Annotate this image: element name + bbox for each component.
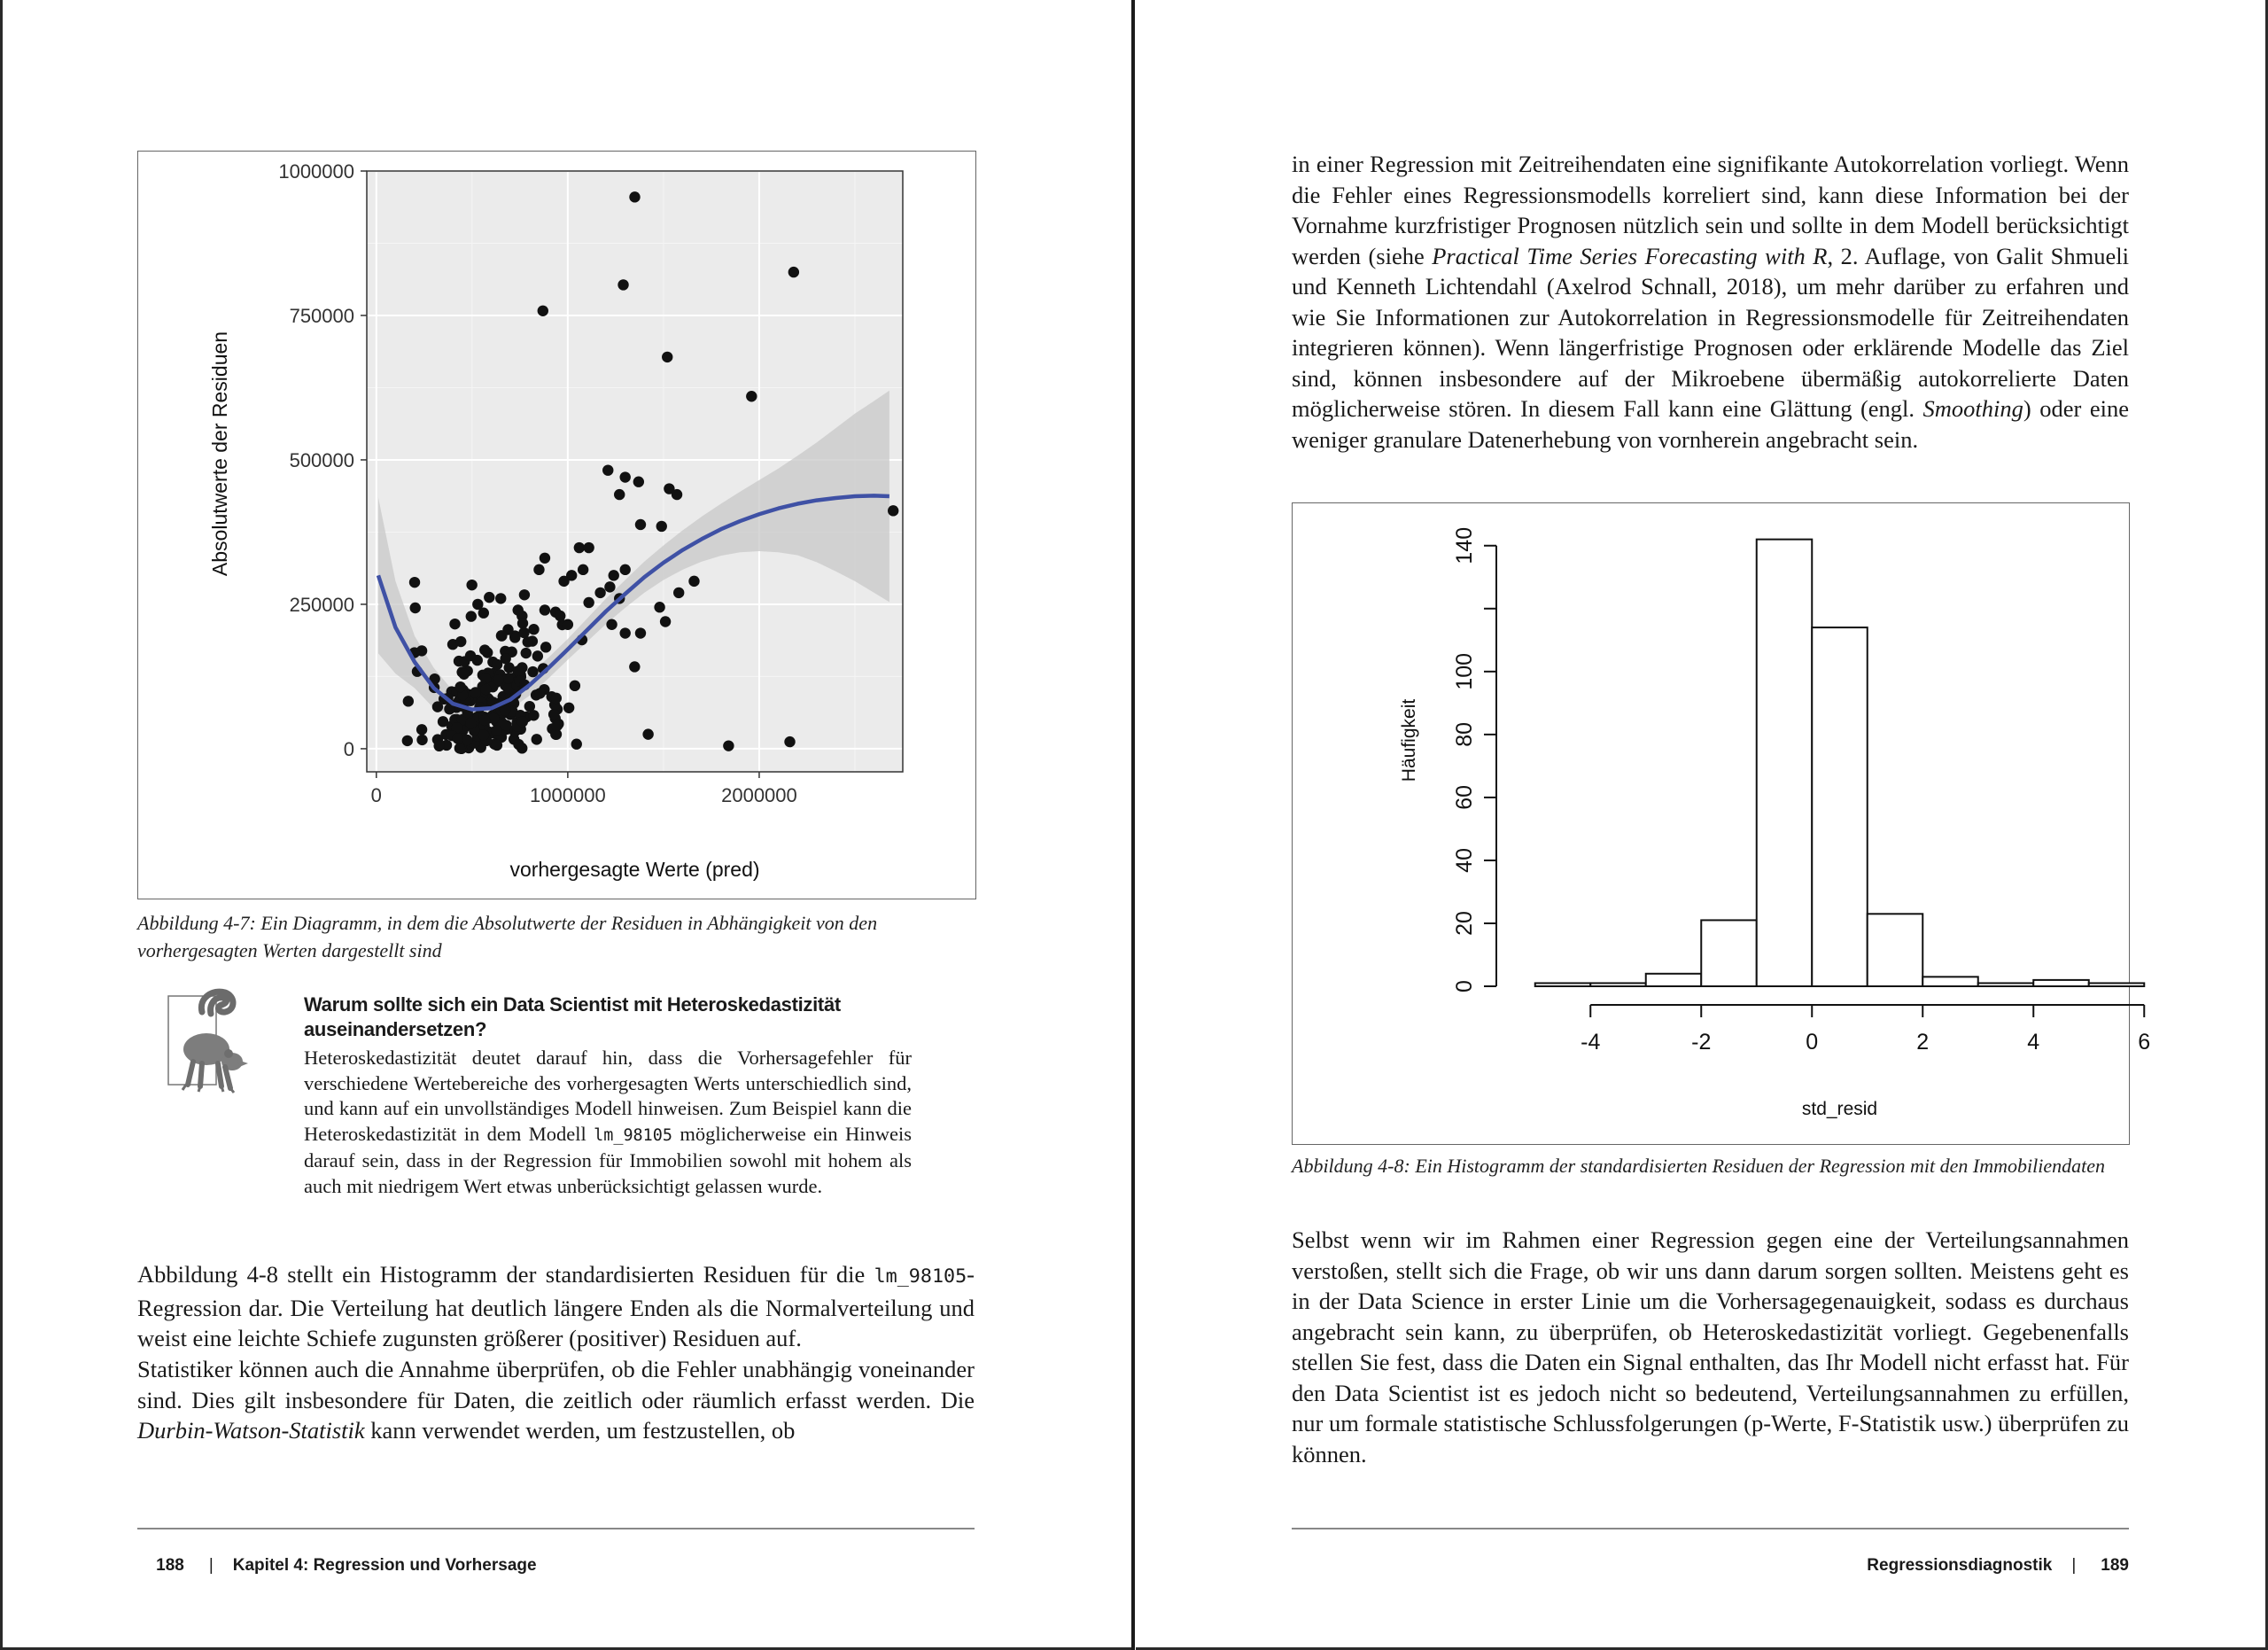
- scatter-point: [480, 684, 491, 695]
- scatter-point: [788, 267, 799, 277]
- right-footer: [1848, 1537, 2129, 1595]
- scatter-point: [629, 191, 640, 202]
- histogram-bar: [1868, 914, 1923, 986]
- scatter-point: [594, 588, 605, 598]
- scatter-point: [466, 580, 477, 590]
- scatter-point: [416, 735, 427, 745]
- scatter-point: [493, 674, 503, 685]
- histogram-bar: [1535, 983, 1591, 986]
- scatter-point: [606, 619, 617, 630]
- scatter-point: [619, 627, 630, 638]
- scatter-point: [433, 741, 444, 751]
- figure-4-8-caption: Abbildung 4-8: Ein Histogramm der standardisierten Residuen der Regression mit den Immobiliendaten: [1292, 1155, 2105, 1177]
- scatter-point: [534, 688, 545, 698]
- figure-4-7-caption: Abbildung 4-7: Ein Diagramm, in dem die Absolutwerte der Residuen in Abhängigkeit von den vorhergesagten Werten dargestellt sind: [137, 912, 878, 961]
- scatter-point: [492, 740, 502, 751]
- scatter-point: [540, 604, 550, 615]
- y-tick-label: 140: [1452, 526, 1477, 564]
- scatter-point: [513, 665, 524, 676]
- histogram-bar: [1812, 627, 1868, 986]
- left-p1-text-b: -Regression dar. Die Verteilung hat deutlich längere Enden als die Normalverteilung und weist eine leichte Schiefe zugunsten größerer (positiver) Residuen auf.: [137, 1261, 975, 1351]
- left-p2-text-b: kann verwendet werden, um festzustellen, ob: [364, 1417, 796, 1444]
- scatter-point: [540, 642, 551, 652]
- scatter-point: [517, 743, 527, 753]
- note-body-text-1: Heteroskedastizität deutet darauf hin, dass die Vorhersagefehler für verschiedene Wertebereiche des vorhergesagten Werts unterschiedlich sind, und kann auf ein unvollständiges Modell hinweisen. Zum Beispiel kann die Heteroskedastizität in dem Modell: [304, 1047, 912, 1145]
- scatter-point: [479, 715, 490, 726]
- scatter-point: [449, 619, 460, 629]
- histogram-bar: [1590, 983, 1646, 986]
- left-paragraph-2: [137, 1354, 975, 1446]
- left-page: [0, 0, 1132, 1650]
- y-axis-label: Häufigkeit: [1399, 698, 1419, 782]
- left-page-number: 188: [156, 1556, 184, 1575]
- scatter-point: [528, 624, 539, 634]
- scatter-point: [571, 739, 582, 750]
- note-body: [304, 1046, 912, 1199]
- histogram-bar: [1757, 540, 1813, 986]
- scatter-point: [642, 728, 653, 739]
- x-tick-label: 1000000: [530, 784, 606, 806]
- scatter-point: [633, 477, 644, 487]
- left-footer-rule: [137, 1528, 975, 1529]
- scatter-point: [570, 681, 580, 691]
- scatter-point: [656, 521, 667, 532]
- right-footer-separator: |: [2071, 1556, 2077, 1575]
- right-p1-text-b: , 2. Auflage, von Galit Shmueli und Kenneth Lichtendahl (Axelrod Schnall, 2018), um mehr darüber zu erfahren und wie Sie Informationen zur Autokorrelation in Regressionsmodelle für Zeitreihendaten integrieren können). Wenn längerfristige Prognosen oder erklärende Modelle das Ziel sind, können insbesondere auf der Mikroebene übermäßig autokorrelierte Daten möglicherweise stören. In diesem Fall kann eine Glättung (engl.: [1292, 242, 2129, 422]
- scatter-point: [512, 604, 523, 615]
- histogram-figure: [1292, 502, 2151, 1145]
- y-tick-label: 0: [1452, 980, 1477, 992]
- scatter-point: [551, 693, 562, 704]
- left-footer: [137, 1537, 537, 1595]
- scatter-point: [662, 352, 672, 362]
- scatter-point: [527, 666, 538, 677]
- y-tick-label: 750000: [289, 304, 354, 327]
- histogram-bar: [1922, 977, 1978, 986]
- scatter-point: [552, 720, 563, 731]
- scatter-point: [403, 696, 414, 706]
- std-resid-histogram: [1293, 503, 2151, 1144]
- scatter-point: [470, 687, 480, 697]
- scatter-point: [654, 602, 664, 612]
- scatter-point: [521, 648, 532, 658]
- scatter-point: [459, 669, 470, 680]
- y-tick-label: 40: [1452, 848, 1477, 873]
- scatter-point: [466, 611, 477, 621]
- scatter-point: [558, 576, 569, 587]
- scatter-point: [619, 564, 630, 575]
- scatter-point: [583, 597, 594, 608]
- scatter-point: [501, 720, 511, 730]
- scatter-point: [502, 673, 513, 683]
- x-tick-label: 2000000: [721, 784, 797, 806]
- scatter-point: [409, 577, 420, 588]
- residual-scatter-figure: [137, 151, 976, 899]
- right-paragraph-1: [1292, 149, 2129, 455]
- x-tick-label: -2: [1691, 1030, 1712, 1055]
- left-p2-emphasis: Durbin-Watson-Statistik: [137, 1417, 365, 1444]
- histogram-bar: [1646, 974, 1702, 986]
- y-tick-label: 100: [1452, 652, 1477, 690]
- left-footer-separator: |: [208, 1556, 214, 1575]
- scatter-point: [723, 740, 734, 751]
- scatter-point: [465, 650, 476, 661]
- scatter-point: [532, 650, 543, 661]
- scatter-point: [496, 630, 507, 641]
- right-paragraph-2: Selbst wenn wir im Rahmen einer Regression gegen eine der Verteilungsannahmen verstoßen, stellt sich die Frage, ob wir uns dann darum sorgen sollten. Meistens geht es in der Data Science in erster Linie um die Vorhersagegenauigkeit, sodass es durchaus angebracht sein kann, zu überprüfen, ob Heteroskedastizität vorliegt. Gegebenenfalls stellen Sie fest, dass die Daten ein Signal enthalten, das Ihr Modell nicht erfasst hat. Für den Data Scientist ist es jedoch nicht so bedeutend, Verteilungsannahmen zu erfüllen, nur um formale statistische Schlussfolgerungen (p-Werte, F-Statistik usw.) überprüfen zu können.: [1292, 1226, 2129, 1467]
- scatter-point: [438, 716, 448, 727]
- scatter-point: [555, 611, 565, 621]
- scatter-point: [518, 627, 529, 638]
- scatter-point: [462, 735, 472, 745]
- scatter-point: [416, 724, 427, 735]
- scatter-point: [578, 564, 588, 575]
- histogram-bar: [2033, 980, 2089, 986]
- book-spine: [1131, 0, 1135, 1650]
- histogram-bar: [1701, 920, 1757, 986]
- scatter-point: [548, 709, 559, 720]
- scatter-point: [563, 619, 573, 630]
- right-page: [1136, 0, 2268, 1650]
- left-paragraph-1: [137, 1259, 975, 1354]
- scatter-point: [574, 542, 585, 553]
- note-body-text-2: möglicherweise ein Hinweis darauf sein, dass in der Regression für Immobilien sowohl mit hohem als auch mit niedrigem Wert etwas unberücksichtigt gelassen wurde.: [304, 1122, 912, 1197]
- scatter-point: [604, 581, 615, 592]
- scatter-point: [519, 589, 530, 600]
- scatter-point: [540, 553, 550, 564]
- scatter-point: [660, 616, 671, 627]
- left-chapter-title: Kapitel 4: Regression und Vorhersage: [232, 1556, 537, 1575]
- scatter-point: [532, 734, 542, 744]
- scatter-point: [453, 733, 463, 743]
- scatter-point: [609, 570, 619, 580]
- right-section-title: Regressionsdiagnostik: [1867, 1556, 2053, 1575]
- scatter-point: [454, 743, 465, 753]
- y-tick-label: 250000: [289, 593, 354, 616]
- right-p1-text-c: ) oder eine weniger granulare Datenerhebung von vornherein angebracht sein.: [1292, 395, 2129, 453]
- residual-scatter-plot: [138, 152, 975, 899]
- y-axis-label: Absolutwerte der Residuen: [208, 331, 231, 577]
- scatter-point: [528, 710, 539, 720]
- y-tick-label: 500000: [289, 448, 354, 471]
- scatter-point: [583, 542, 594, 553]
- histogram-bar: [2089, 983, 2145, 986]
- y-tick-label: 80: [1452, 721, 1477, 747]
- scatter-point: [491, 725, 501, 735]
- scatter-point: [495, 593, 506, 603]
- scatter-point: [602, 464, 613, 475]
- scatter-point: [688, 576, 699, 587]
- x-tick-label: 4: [2027, 1030, 2040, 1055]
- scatter-point: [517, 618, 528, 628]
- right-p1-emphasis: Smoothing: [1922, 395, 2023, 422]
- scatter-point: [484, 592, 494, 603]
- scatter-point: [500, 653, 510, 664]
- scatter-point: [635, 519, 646, 530]
- scatter-point: [402, 735, 413, 746]
- right-p1-book-title: Practical Time Series Forecasting with R: [1432, 242, 1828, 269]
- scatter-point: [629, 661, 640, 672]
- x-tick-label: -4: [1581, 1030, 1601, 1055]
- right-page-number: 189: [2101, 1556, 2129, 1575]
- left-p1-code: lm_98105: [874, 1265, 967, 1288]
- right-footer-rule: [1292, 1528, 2129, 1529]
- left-p1-text-a: Abbildung 4-8 stellt ein Histogramm der standardisierten Residuen für die: [137, 1261, 874, 1288]
- scatter-point: [465, 718, 476, 728]
- x-axis-label: std_resid: [1801, 1099, 1878, 1119]
- scatter-point: [478, 608, 489, 619]
- scatter-point: [454, 681, 465, 692]
- y-tick-label: 1000000: [278, 160, 354, 183]
- x-axis-label: vorhergesagte Werte (pred): [509, 858, 760, 881]
- scatter-point: [563, 703, 574, 713]
- x-tick-label: 0: [1806, 1030, 1819, 1055]
- scatter-point: [478, 729, 489, 740]
- scatter-point: [479, 644, 490, 655]
- y-tick-label: 20: [1452, 911, 1477, 936]
- note-code-model: lm_98105: [594, 1125, 672, 1145]
- histogram-bar: [1978, 983, 2034, 986]
- scatter-point: [517, 716, 528, 727]
- scatter-point: [410, 603, 421, 613]
- scatter-point: [746, 391, 757, 401]
- scatter-point: [617, 279, 628, 290]
- scatter-point: [533, 564, 544, 575]
- lemur-note-icon: [167, 985, 252, 1101]
- scatter-point: [619, 471, 630, 482]
- scatter-point: [500, 704, 510, 715]
- scatter-point: [635, 627, 646, 638]
- left-p2-text-a: Statistiker können auch die Annahme überprüfen, ob die Fehler unabhängig voneinander sind. Dies gilt insbesondere für Daten, die zeitlich oder räumlich erfasst werden. Die: [137, 1356, 975, 1413]
- x-tick-label: 6: [2138, 1030, 2151, 1055]
- scatter-point: [784, 736, 795, 747]
- scatter-point: [614, 489, 625, 500]
- scatter-point: [455, 636, 466, 647]
- y-tick-label: 60: [1452, 784, 1477, 810]
- scatter-point: [538, 306, 548, 316]
- right-p1-text-a: in einer Regression mit Zeitreihendaten eine signifikante Autokorrelation vorliegt. Wenn die Fehler eines Regressionsmodells korreliert sind, kann diese Information bei der Vornahme kurzfristiger Prognosen nützlich sein und sollte in dem Modell berücksichtigt werden (siehe: [1292, 151, 2129, 269]
- scatter-point: [672, 489, 682, 500]
- note-title: Warum sollte sich ein Data Scientist mit Heteroskedastizität auseinandersetzen?: [304, 993, 841, 1040]
- x-tick-label: 2: [1916, 1030, 1930, 1055]
- scatter-point: [673, 588, 684, 598]
- scatter-point: [888, 505, 898, 516]
- y-tick-label: 0: [343, 737, 354, 760]
- x-tick-label: 0: [370, 784, 382, 806]
